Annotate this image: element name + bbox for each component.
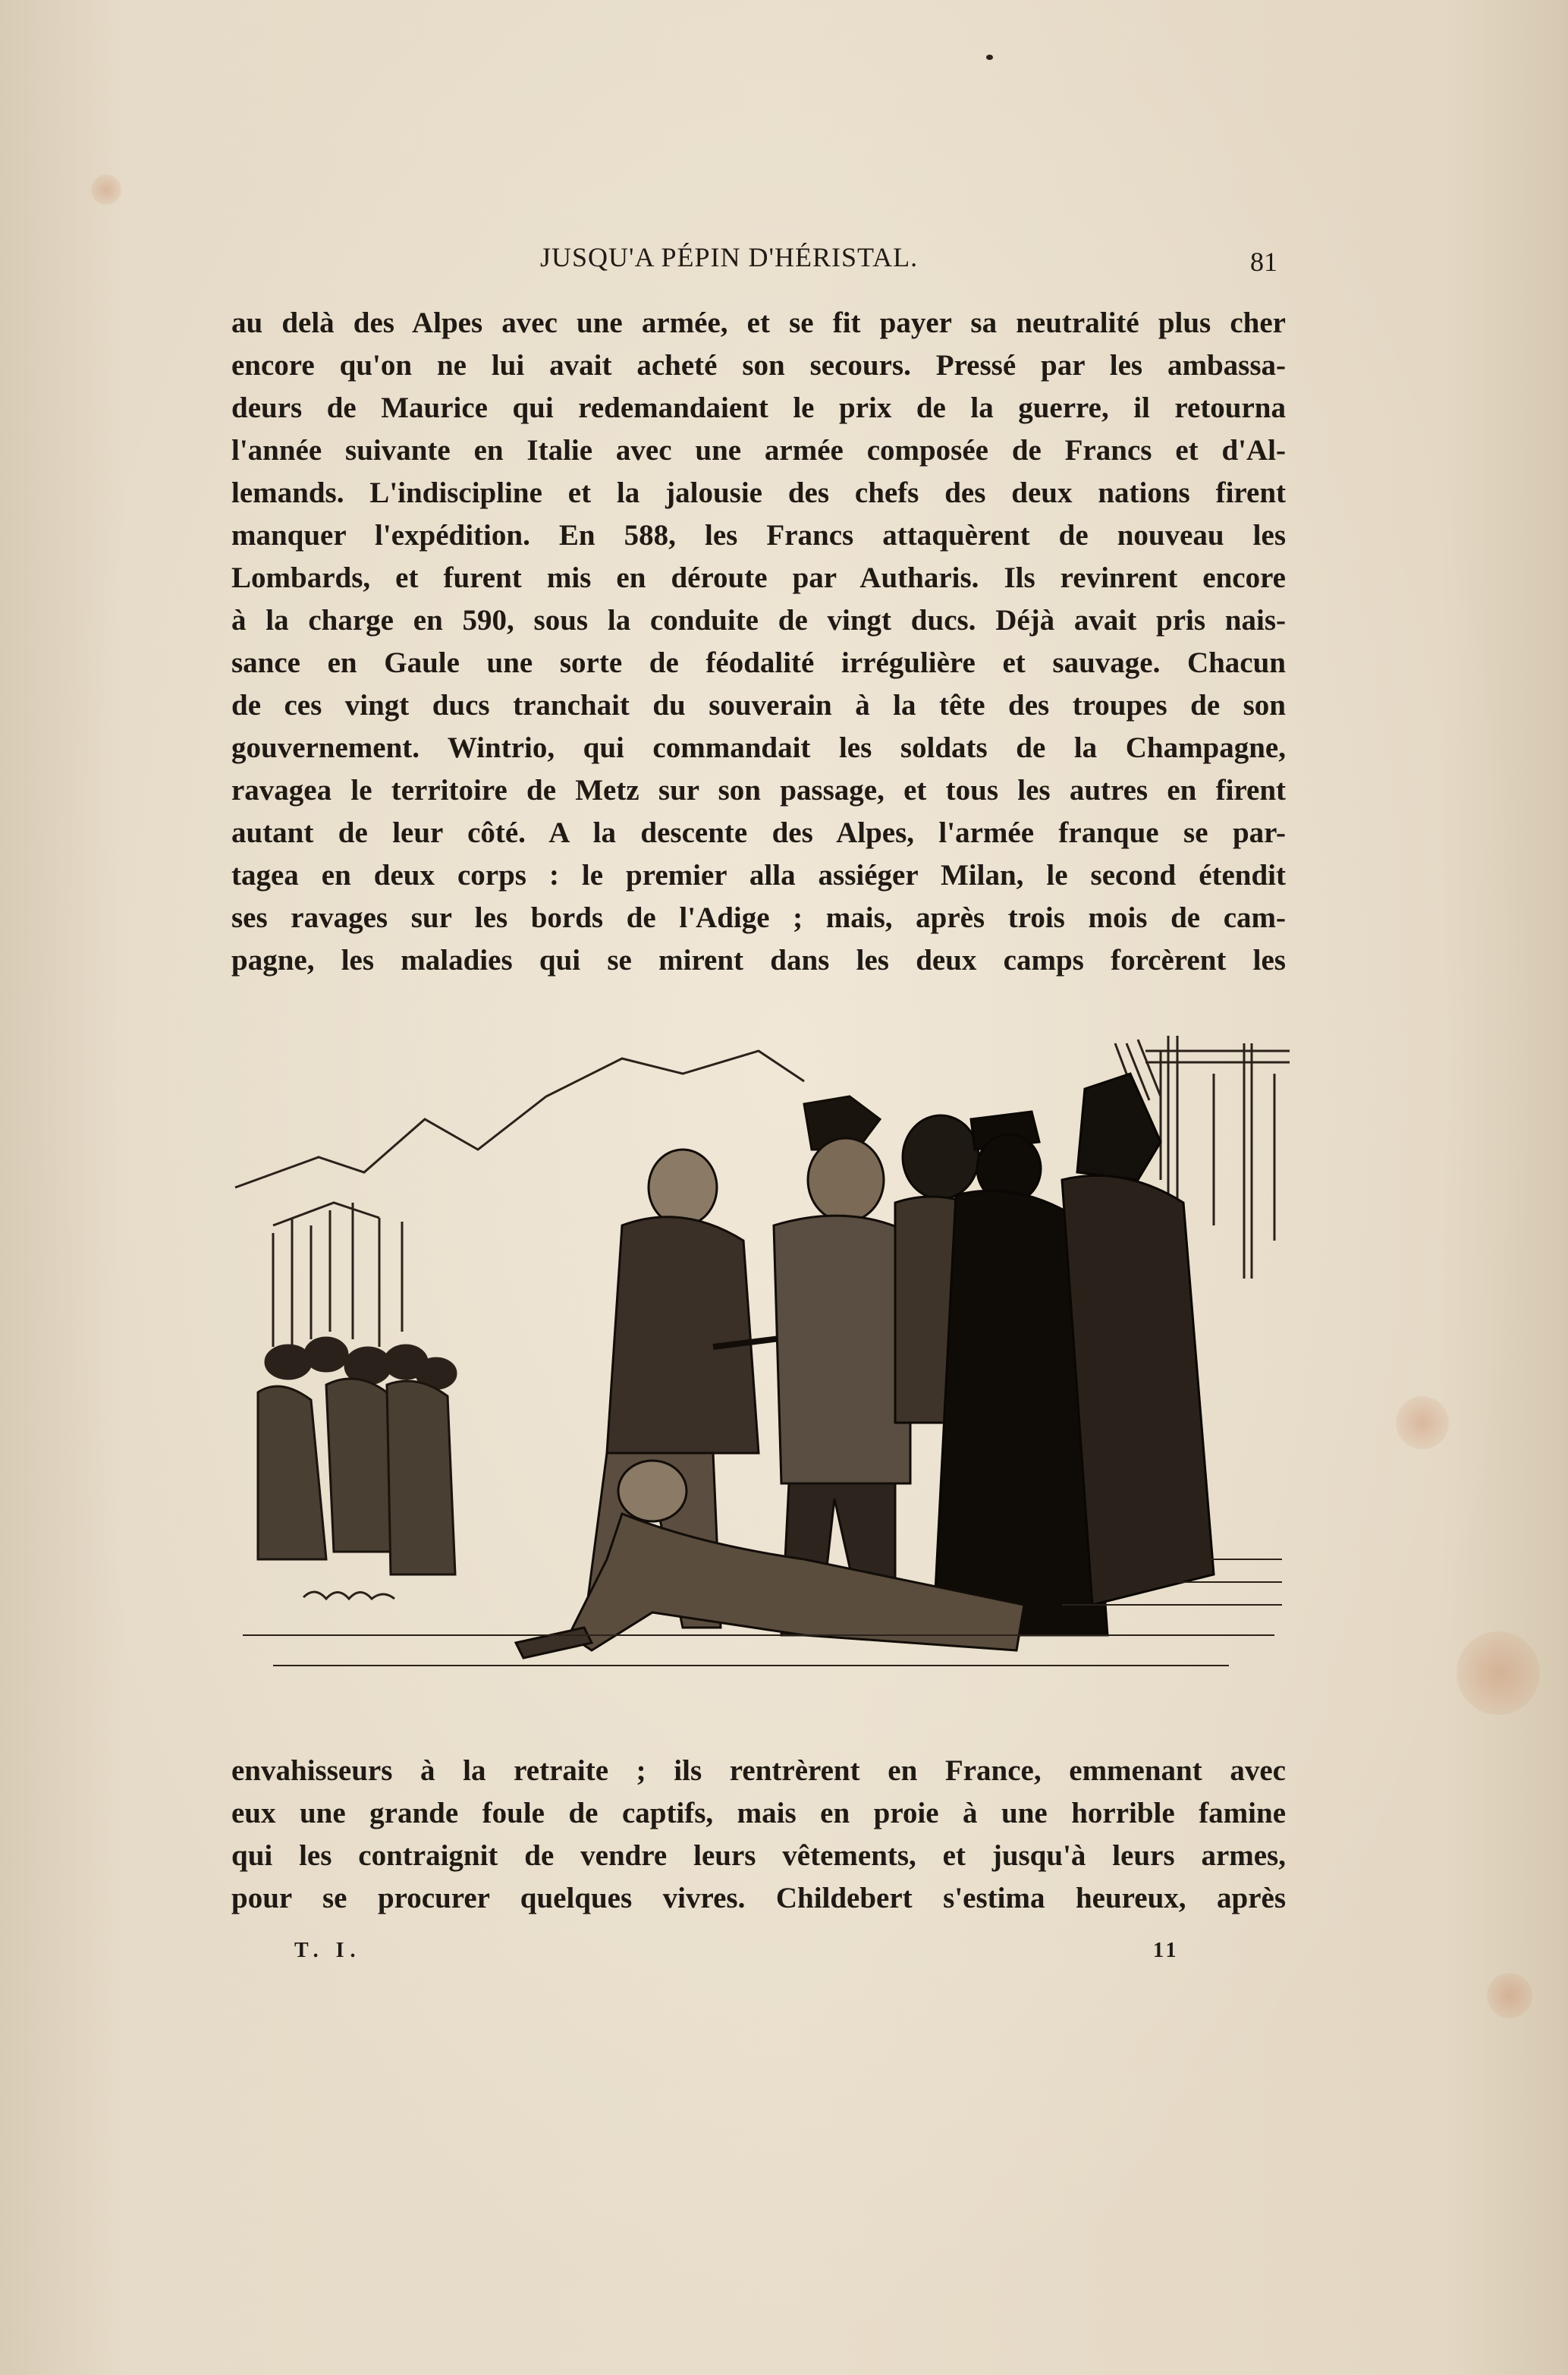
text-line: gouvernement. Wintrio, qui commandait les soldats de la Champagne,: [231, 731, 1286, 764]
text-line: encore qu'on ne lui avait acheté son secours. Pressé par les ambassa-: [231, 349, 1286, 382]
body-text-top: [231, 302, 1286, 982]
signature-mark-volume: T. I.: [294, 1939, 362, 1962]
engraving-illustration: [228, 1028, 1290, 1703]
running-title: JUSQU'A PÉPIN D'HÉRISTAL.: [540, 242, 919, 272]
running-head: [228, 241, 1290, 279]
text-line: manquer l'expédition. En 588, les Francs attaquèrent de nouveau les: [231, 519, 1286, 552]
foxing-stain: [1487, 1973, 1532, 2018]
text-line: Lombards, et furent mis en déroute par Autharis. Ils revinrent encore: [231, 562, 1286, 594]
text-line: eux une grande foule de captifs, mais en proie à une horrible famine: [231, 1797, 1286, 1829]
text-line: deurs de Maurice qui redemandaient le prix de la guerre, il retourna: [231, 392, 1286, 424]
ink-speck: [986, 55, 993, 60]
page-footer: [228, 1939, 1290, 1969]
text-line: envahisseurs à la retraite ; ils rentrèrent en France, emmenant avec: [231, 1754, 1286, 1787]
text-line: pagne, les maladies qui se mirent dans les deux camps forcèrent les: [231, 944, 1286, 977]
page-number: 81: [1250, 247, 1277, 277]
foxing-stain: [1456, 1631, 1540, 1715]
body-text-bottom: [231, 1750, 1286, 1920]
foxing-stain: [91, 175, 121, 205]
text-line: lemands. L'indiscipline et la jalousie des chefs des deux nations firent: [231, 477, 1286, 509]
text-line: pour se procurer quelques vivres. Childebert s'estima heureux, après: [231, 1882, 1286, 1914]
text-line: tagea en deux corps : le premier alla assiéger Milan, le second étendit: [231, 859, 1286, 892]
text-line: ravagea le territoire de Metz sur son passage, et tous les autres en firent: [231, 774, 1286, 807]
text-line: qui les contraignit de vendre leurs vêtements, et jusqu'à leurs armes,: [231, 1839, 1286, 1872]
text-line: de ces vingt ducs tranchait du souverain à la tête des troupes de son: [231, 689, 1286, 722]
text-line: autant de leur côté. A la descente des Alpes, l'armée franque se par-: [231, 816, 1286, 849]
text-line: ses ravages sur les bords de l'Adige ; mais, après trois mois de cam-: [231, 901, 1286, 934]
text-line: à la charge en 590, sous la conduite de vingt ducs. Déjà avait pris nais-: [231, 604, 1286, 637]
text-line: au delà des Alpes avec une armée, et se fit payer sa neutralité plus cher: [231, 307, 1286, 339]
foxing-stain: [1396, 1396, 1449, 1449]
text-line: sance en Gaule une sorte de féodalité irrégulière et sauvage. Chacun: [231, 646, 1286, 679]
signature-mark-gathering: 11: [1153, 1939, 1180, 1962]
text-line: l'année suivante en Italie avec une armée composée de Francs et d'Al-: [231, 434, 1286, 467]
